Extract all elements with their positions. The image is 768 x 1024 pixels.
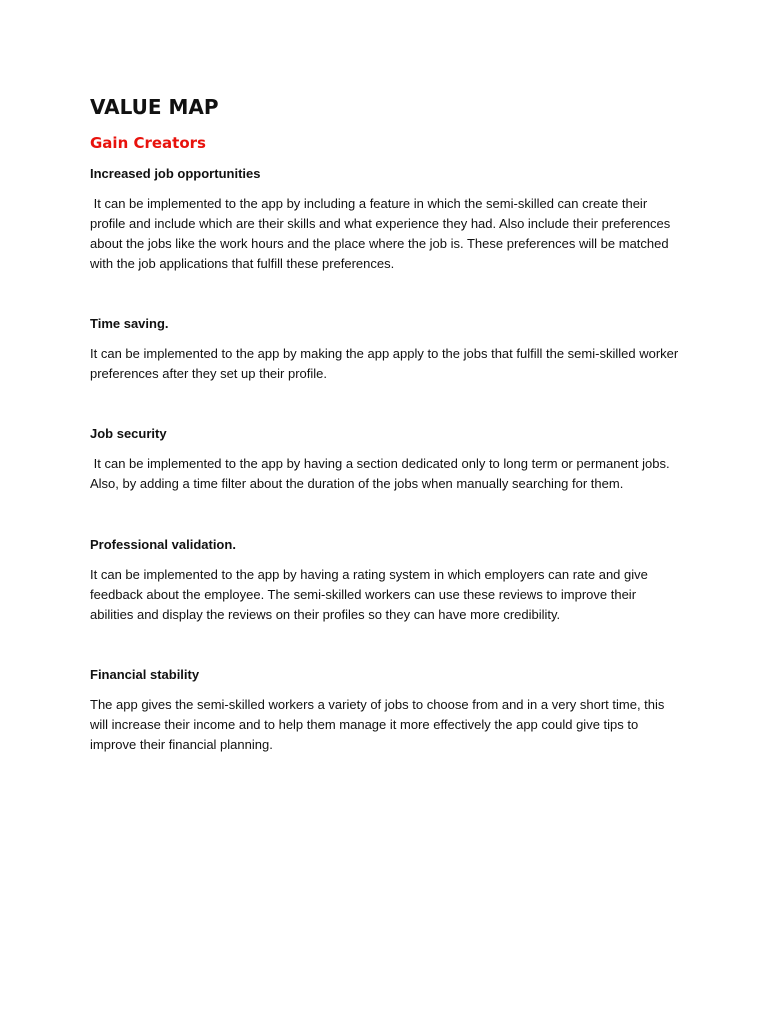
section-professional-validation [90, 535, 682, 625]
section-heading: Professional validation. [90, 537, 236, 552]
document-page [90, 92, 682, 755]
section-financial-stability [90, 665, 682, 755]
section-time-saving [90, 314, 682, 384]
section-heading: Financial stability [90, 667, 200, 682]
section-heading: Increased job opportunities [90, 166, 261, 181]
section-body: It can be implemented to the app by including a feature in which the semi-skilled can create their profile and include which are their skills and what experience they had. Also include their preferences about the jobs like the work hours and the place where the job is. These preferences will be matched with the job applications that fulfill these preferences. [90, 196, 674, 271]
section-group-title: Gain Creators [90, 134, 206, 152]
section-heading: Job security [90, 426, 167, 441]
section-body: It can be implemented to the app by making the app apply to the jobs that fulfill the semi-skilled worker preferences after they set up their profile. [90, 346, 682, 381]
document-title: VALUE MAP [90, 95, 219, 119]
section-job-security [90, 424, 682, 494]
section-increased-job-opportunities [90, 164, 682, 274]
section-body: It can be implemented to the app by having a section dedicated only to long term or permanent jobs. Also, by adding a time filter about the duration of the jobs when manually searching for them. [90, 456, 673, 491]
section-body: It can be implemented to the app by having a rating system in which employers can rate and give feedback about the employee. The semi-skilled workers can use these reviews to improve their abilities and display the reviews on their profiles so they can have more credibility. [90, 567, 652, 622]
section-body: The app gives the semi-skilled workers a variety of jobs to choose from and in a very short time, this will increase their income and to help them manage it more effectively the app could give tips to improve their financial planning. [90, 697, 669, 752]
section-heading: Time saving. [90, 316, 169, 331]
